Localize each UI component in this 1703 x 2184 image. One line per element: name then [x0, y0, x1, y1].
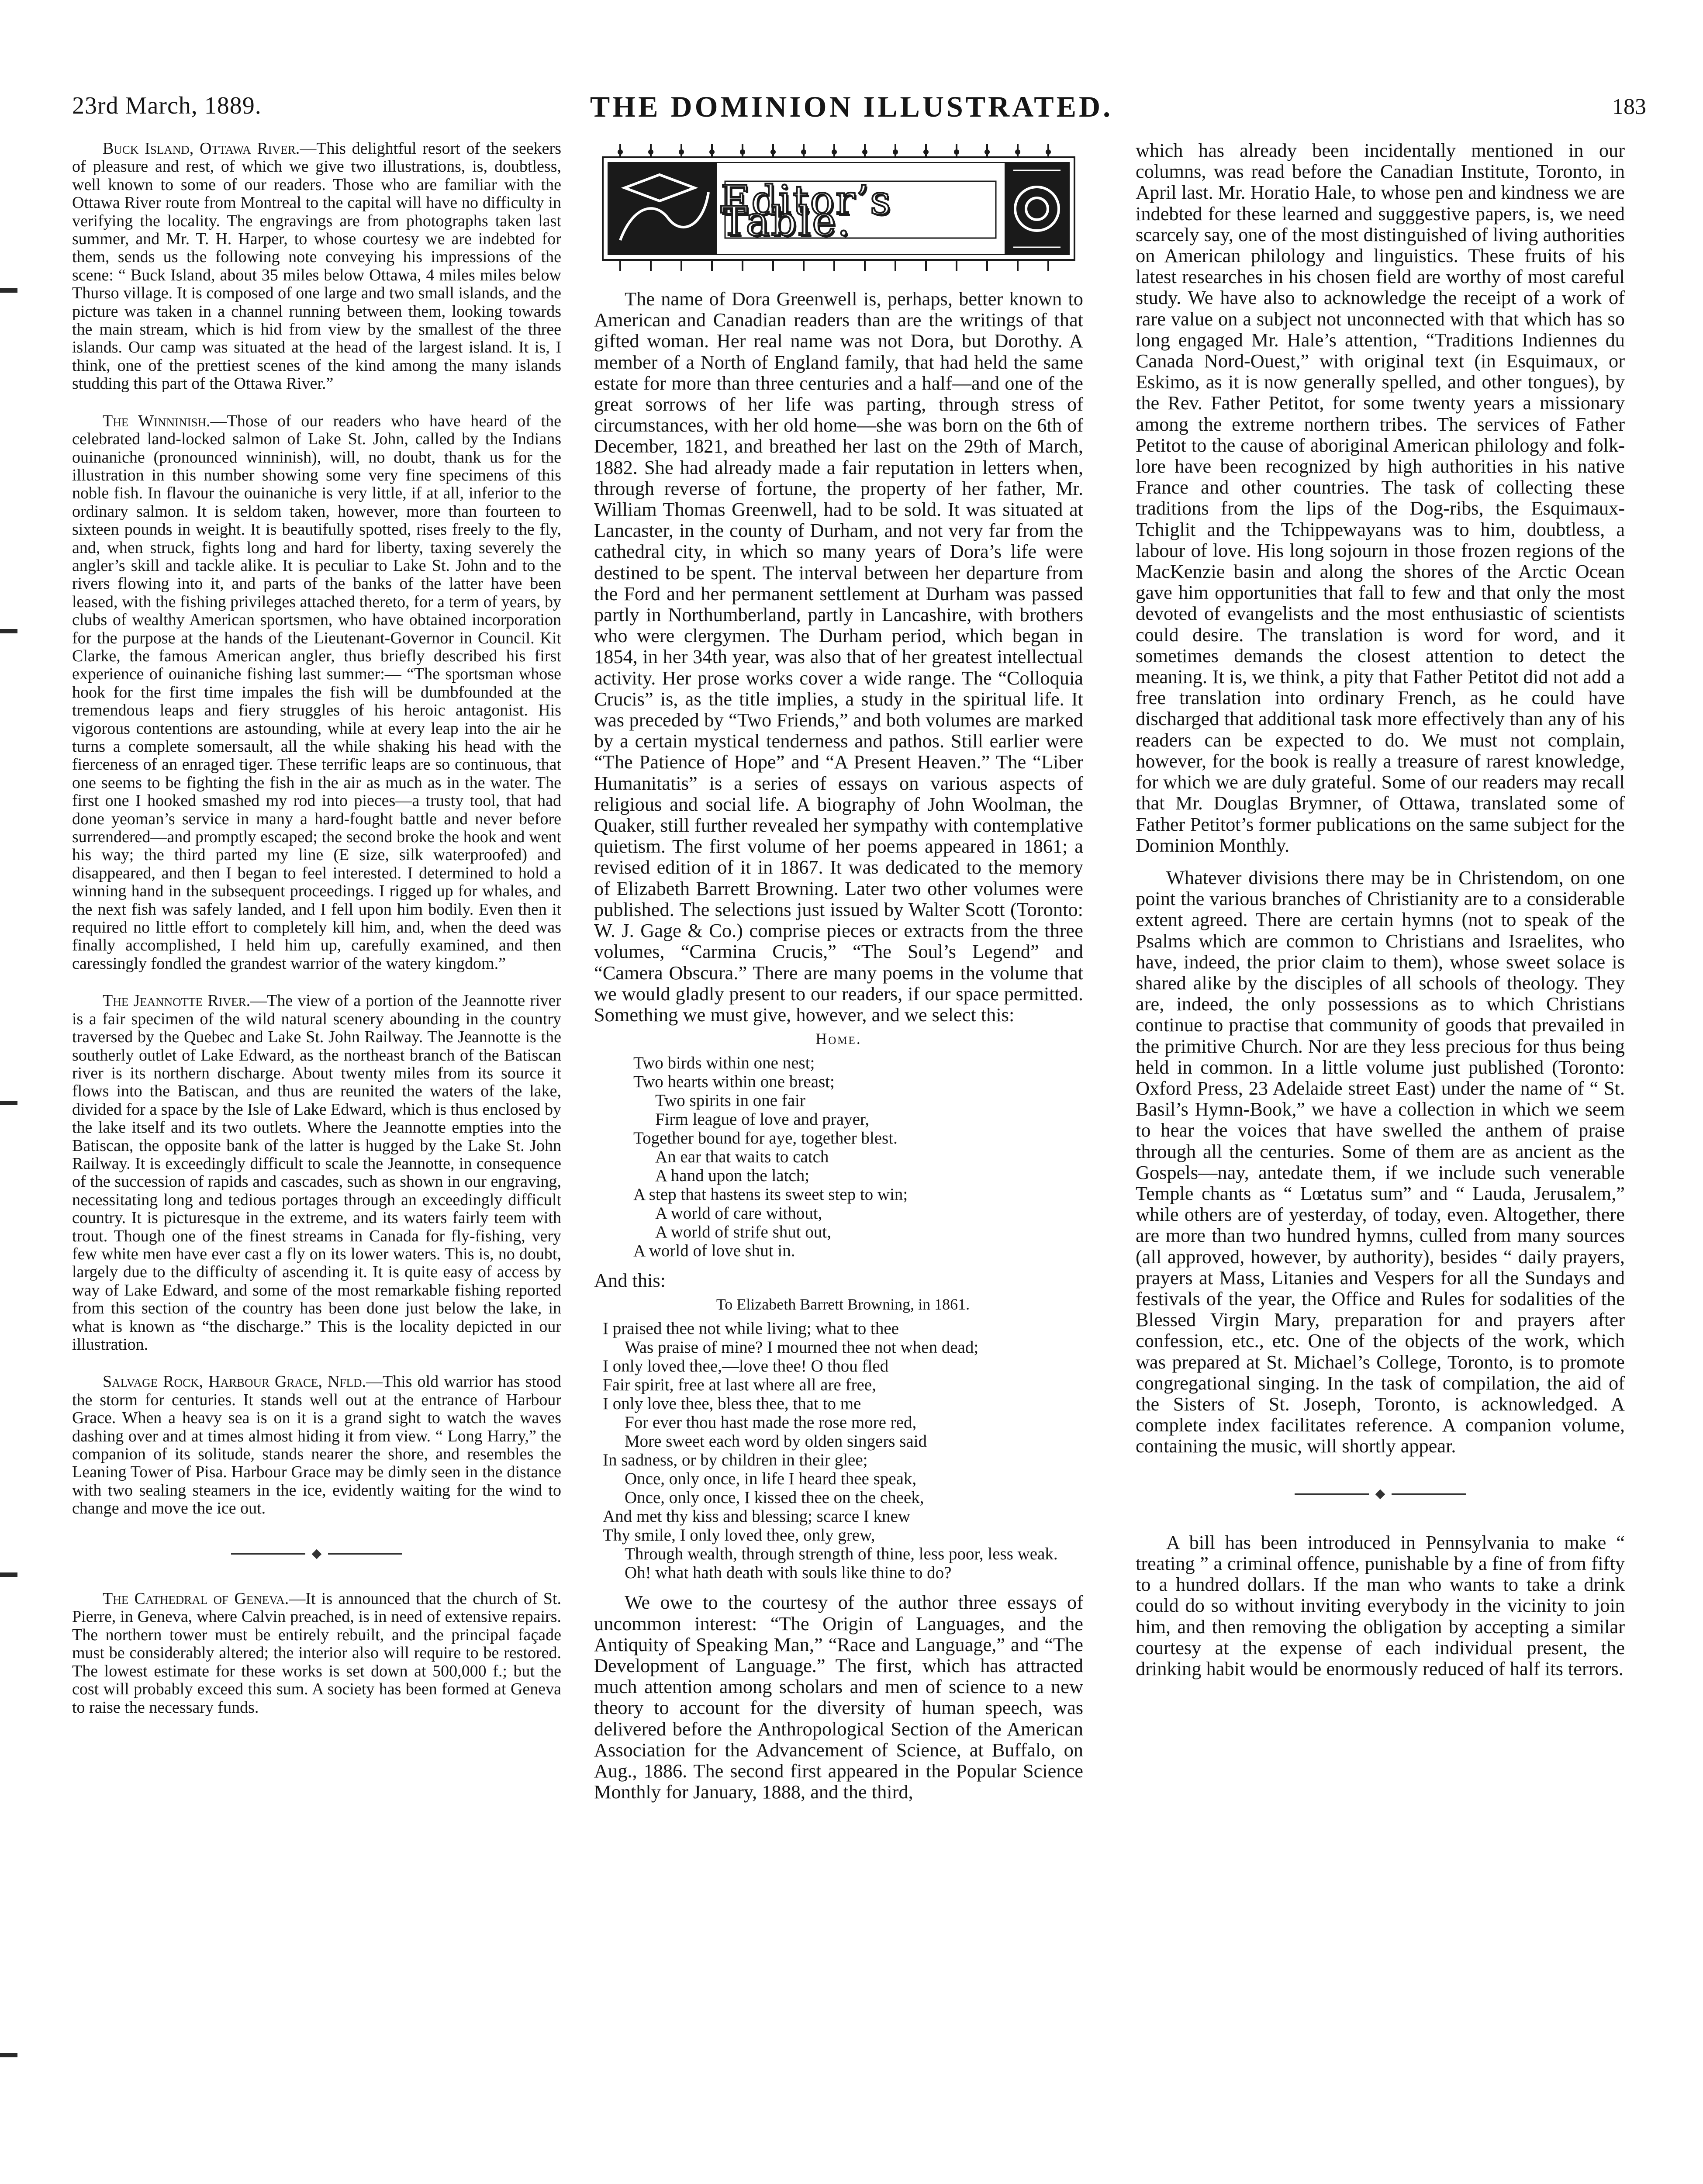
- poem-home: [633, 1030, 1083, 1260]
- article-salvage-rock: [72, 1373, 561, 1517]
- and-this-line: And this:: [594, 1269, 666, 1292]
- poem-line: A world of strife shut out,: [655, 1223, 831, 1242]
- poem-line: Together bound for aye, together blest.: [633, 1129, 898, 1148]
- editors-table-banner: [594, 140, 1083, 275]
- poem-line: A hand upon the latch;: [655, 1166, 810, 1185]
- masthead: [0, 66, 1703, 131]
- issue-date: 23rd March, 1889.: [72, 92, 262, 119]
- article-body: —It is announced that the church of St. Pierre, in Geneva, where Calvin preached, is in need of extensive repairs. The northern tower must be entirely rebuilt, and the principal façade must be considerably altered; the interior also will require to be restored. The lowest estimate for these works is set down at 500,000 f.; but the cost will probably exceed this sum. A society has been formed at Geneva to raise the necessary funds.: [72, 1590, 561, 1717]
- poem-line: In sadness, or by children in their glee;: [603, 1451, 868, 1470]
- poem-to-ebb: [603, 1295, 1083, 1582]
- editors-table-title: Editor’s Table.: [721, 176, 892, 245]
- scan-edge-mark: [0, 2053, 17, 2057]
- scan-edge-mark: [0, 629, 17, 633]
- poem-line: And met thy kiss and blessing; scarce I knew: [603, 1507, 911, 1526]
- article-cathedral-geneva: [72, 1590, 561, 1717]
- poem-line: Through wealth, through strength of thine, less poor, less weak.: [625, 1545, 1058, 1564]
- poem-line: A world of care without,: [655, 1204, 822, 1223]
- column-three: [1136, 140, 1625, 1679]
- poem-line: Once, only once, I kissed thee on the cheek,: [625, 1488, 924, 1507]
- poem-line: Once, only once, in life I heard thee speak,: [625, 1469, 917, 1489]
- poem-line: A step that hastens its sweet step to win;: [633, 1185, 908, 1204]
- poem-title: To Elizabeth Barrett Browning, in 1861.: [716, 1296, 970, 1313]
- article-heading: The Winninish.: [103, 411, 211, 430]
- article-body: —This delightful resort of the seekers of pleasure and rest, of which we give two illustrations, is, doubtless, well known to some of our readers. Those who are familiar with the Ottawa River route from Montreal to the capital will have no difficulty in verifying the locality. The engravings are from photographs taken last summer, and Mr. T. H. Harper, to whose courtesy we are indebted for them, sends us the following note conveying his impressions of the scene: “ Buck Island, about 35 miles below Ottawa, 4 miles miles below Thurso village. It is composed of one large and two small islands, and the picture was taken in a channel running between them, looking towards the main stream, which is hid from view by the smallest of the three islands. Our camp was situated at the head of the largest island. It is, I think, one of the prettiest scenes of the kind among the many islands studding this part of the Ottawa River.”: [72, 139, 561, 393]
- column-two: [594, 140, 1083, 1802]
- poem-line: Oh! what hath death with souls like thine to do?: [625, 1563, 952, 1583]
- scan-edge-mark: [0, 1101, 17, 1105]
- poem-line: Thy smile, I only loved thee, only grew,: [603, 1526, 875, 1545]
- article-heading: Salvage Rock, Harbour Grace, Nfld.: [103, 1372, 366, 1391]
- poem-title: Home.: [815, 1030, 862, 1048]
- poem-line: I only loved thee,—love thee! O thou fled: [603, 1357, 889, 1376]
- poem-line: Two birds within one nest;: [633, 1054, 815, 1073]
- poem-line: I only love thee, bless thee, that to me: [603, 1394, 861, 1413]
- poem-line: Two spirits in one fair: [655, 1091, 805, 1110]
- hale-petitot-paragraph: which has already been incidentally mentioned in our columns, was read before the Canadian Institute, Toronto, in April last. Mr. Horatio Hale, to whose pen and kindness we are indebted for these learned and sugggestive papers, is, we need scarcely say, one of the most distinguished of living authorities on American philology and linguistics. These fruits of his latest researches in his chosen field are worthy of most careful study. We have also to acknowledge the receipt of a work of rare value on a subject not unconnected with that which has so long engaged Mr. Hale’s attention, “Traditions Indiennes du Canada Nord-Ouest,” with original text (in Esquimaux, or Eskimo, as it is now generally spelled, and other tongues), by the Rev. Father Petitot, for some twenty years a missionary among the extreme northern tribes. The services of Father Petitot to the cause of aboriginal American philology and folk-lore have been recognized by high authorities in his native France and other countries. The task of collecting these traditions from the lips of the Dog-ribs, the Esquimaux-Tchiglit and the Tchippewayans was to him, doubtless, a labour of love. His long sojourn in those frozen regions of the MacKenzie basin and along the shores of the Arctic Ocean gave him opportunities that fall to few and that only the most devoted of evangelists and the most enthusiastic of scientists could desire. The translation is word for word, and it sometimes demands the closest attention to detect the meaning. It is, we think, a pity that Father Petitot did not add a free translation into ordinary French, as he could have discharged that additional task more effectively than any of his readers can be expected to do. We must not complain, however, for the book is really a treasure of rarest knowledge, for which we are duly grateful. Some of our readers may recall that Mr. Douglas Brymner, of Ottawa, translated some of Father Petitot’s former publications on the same subject for the Dominion Monthly.: [1136, 139, 1625, 856]
- article-heading: Buck Island, Ottawa River.: [103, 139, 300, 158]
- section-divider: [1136, 1483, 1625, 1504]
- poem-line: More sweet each word by olden singers said: [625, 1432, 927, 1451]
- poem-line: Two hearts within one breast;: [633, 1072, 835, 1092]
- article-body: —The view of a portion of the Jeannotte river is a fair specimen of the wild natural scenery abounding in the country traversed by the Quebec and Lake St. John Railway. The Jeannotte is the southerly outlet of Lake Edward, as the northeast branch of the Batiscan river is its northern discharge. About twenty miles from its source it flows into the Batiscan, and thus are reunited the waters of the lake, divided for a space by the Isle of Lake Edward, which is thus enclosed by the lake itself and its two outlets. Where the Jeannotte empties into the Batiscan, the opposite bank of the latter is hugged by the Lake St. John Railway. It is exceedingly difficult to scale the Jeannotte, in consequence of the succession of rapids and cascades, such as shown in our engraving, necessitating long and tedious portages through an exceedingly difficult country. It is picturesque in the extreme, and its waters fairly teem with trout. Though one of the finest streams in Canada for fly-fishing, very few white men have ever cast a fly on its lower waters. This is, no doubt, largely due to the difficulty of ascending it. It is quite easy of access by way of Lake Edward, and some of the most remarkable fishing reported from this section of the country has been done just below the lake, in what is known as “the discharge.” This is the locality depicted in our illustration.: [72, 992, 561, 1354]
- column-one: [72, 140, 561, 1717]
- article-body: —This old warrior has stood the storm for centuries. It stands well out at the entrance of Harbour Grace. When a heavy sea is on it is a grand sight to watch the waves dashing over and at times almost hiding it from view. “ Long Harry,” the companion of its solitude, stands nearer the shore, and resembles the Leaning Tower of Pisa. Harbour Grace may be dimly seen in the distance with two sealing steamers in the ice, evidently waiting for the wind to change and move the ice out.: [72, 1372, 561, 1518]
- article-jeannotte-river: [72, 992, 561, 1354]
- treating-bill-paragraph: A bill has been introduced in Pennsylvania to make “ treating ” a criminal offence, punishable by a fine of from fifty to a hundred dollars. If the man who wants to take a drink could do so without inviting everybody in the vicinity to join him, and then removing the obligation by accepting a similar courtesy at the expense of each individual present, the drinking habit would be enormously reduced of half its terrors.: [1136, 1531, 1625, 1680]
- editors-table-intro: The name of Dora Greenwell is, perhaps, better known to American and Canadian readers than are the writings of that gifted woman. Her real name was not Dora, but Dorothy. A member of a North of England family, that had held the same estate for more than three centuries and a half—and one of the great sorrows of her life was parting, through stress of circumstances, with her old home—she was born on the 6th of December, 1821, and breathed her last on the 29th of March, 1882. She had already made a fair reputation in letters when, through reverse of fortune, the property of her father, Mr. William Thomas Greenwell, had to be sold. It was situated at Lancaster, in the county of Durham, and not very far from the cathedral city, in which so many years of Dora’s life were destined to be spent. The interval between her departure from the Ford and her permanent settlement at Durham was passed partly in Northumberland, partly in Lancashire, with brothers who were clergymen. The Durham period, which began in 1854, in her 34th year, was also that of her greatest intellectual activity. Her prose works cover a wide range. The “Colloquia Crucis” is, as the title implies, a study in the spiritual life. It was preceded by “Two Friends,” and both volumes are marked by a certain mystical tenderness and pathos. Still earlier were “The Patience of Hope” and “A Present Heaven.” The “Liber Humanitatis” is a series of essays on various aspects of religious and social life. A biography of John Woolman, the Quaker, still further revealed her sympathy with contemplative quietism. The first volume of her poems appeared in 1861; a revised edition of it in 1867. It was dedicated to the memory of Elizabeth Barrett Browning. Later two other volumes were published. The selections just issued by Walter Scott (Toronto: W. J. Gage & Co.) comprise pieces or extracts from the three volumes, “Carmina Crucis,” “The Soul’s Legend” and “Camera Obscura.” There are many poems in the volume that we would gladly present to our readers, if our space permitted. Something we must give, however, and we select this:: [594, 288, 1083, 1026]
- scan-edge-mark: [0, 1572, 17, 1577]
- poem-line: For ever thou hast made the rose more red,: [625, 1413, 917, 1432]
- publication-title: THE DOMINION ILLUSTRATED.: [590, 90, 1113, 123]
- poem-line: A world of love shut in.: [633, 1241, 795, 1261]
- article-heading: The Cathedral of Geneva.: [103, 1590, 289, 1608]
- poem-line: Fair spirit, free at last where all are free,: [603, 1375, 876, 1395]
- page-number: 183: [1612, 94, 1646, 119]
- scan-edge-mark: [0, 288, 17, 293]
- hymn-book-paragraph: Whatever divisions there may be in Christendom, on one point the various branches of Christianity are to a considerable extent agreed. There are certain hymns (not to speak of the Psalms which are common to Christians and Israelites, who have, indeed, the prior claim to them), whose sweet solace is shared alike by the disciples of all schools of theology. They are, indeed, the only possessions as to which Christians continue to practise that community of goods that prevailed in the primitive Church. Nor are they less precious for thus being held in common. In a little volume just published (Toronto: Oxford Press, 23 Adelaide street East) under the name of “ St. Basil’s Hymn-Book,” we have a collection in which we seem to hear the voices that have swelled the anthem of praise through all the centuries. Some of them are as ancient as the Gospels—nay, antedate them, if we include such venerable Temple chants as “ Lœtatus sum” and “ Lauda, Jerusalem,” while others are of yesterday, of today, even. Altogether, there are more than two hundred hymns, culled from many sources (all approved, however, by authority), besides “ daily prayers, prayers at Mass, Litanies and Vespers for all the Sundays and festivals of the year, the Office and Rules for sodalities of the Blessed Virgin Mary, preparation for and prayers after confession, etc., etc. One of the objects of the work, which was prepared at St. Michael’s College, Toronto, is to promote congregational singing. In the task of compilation, the aid of the Sisters of St. Joseph, Toronto, is acknowledged. A complete index facilitates reference. A companion volume, containing the music, will shortly appear.: [1136, 866, 1625, 1457]
- article-winninish: [72, 412, 561, 973]
- article-buck-island: [72, 140, 561, 393]
- poem-line: An ear that waits to catch: [655, 1147, 829, 1167]
- poem-line: Was praise of mine? I mourned thee not when dead;: [625, 1338, 979, 1357]
- poem-line: I praised thee not while living; what to thee: [603, 1319, 899, 1338]
- origin-of-languages-paragraph: We owe to the courtesy of the author three essays of uncommon interest: “The Origin of Languages, and the Antiquity of Speaking Man,” “Race and Language,” and “The Development of Language.” The first, which has attracted much attention among scholars and men of science to a new theory to account for the diversity of human speech, was delivered before the Anthropological Section of the American Association for the Advancement of Science, at Buffalo, on Aug., 1886. The second first appeared in the Popular Science Monthly for January, 1888, and the third,: [594, 1591, 1083, 1803]
- poem-line: Firm league of love and prayer,: [655, 1110, 870, 1129]
- article-body: —Those of our readers who have heard of the celebrated land-locked salmon of Lake St. John, called by the Indians ouinaniche (pronounced winninish), will, no doubt, thank us for the illustration in this number showing some very fine specimens of this noble fish. In flavour the ouinaniche is very little, if at all, inferior to the ordinary salmon. It is seldom taken, however, more than fourteen to sixteen pounds in weight. It is beautifully spotted, rises freely to the fly, and, when struck, fights long and hard for liberty, taxing severely the angler’s skill and tackle alike. It is peculiar to Lake St. John and to the rivers flowing into it, and parts of the banks of the latter have been leased, with the fishing privileges attached thereto, for a term of years, by clubs of wealthy American sportsmen, who have obtained incorporation for the purpose at the hands of the Lieutenant-Governor in Council. Kit Clarke, the famous American angler, thus briefly described his first experience of ouinaniche fishing last summer:— “The sportsman whose hook for the first time impales the fish will be dumbfounded at the tremendous leaps and fiery struggles of his heroic antagonist. His vigorous contentions are astounding, while at every leap into the air he turns a complete somersault, all the while shaking his head with the fierceness of an enraged tiger. These terrific leaps are so continuous, that one seems to be fighting the fish in the air as much as in the water. The first one I hooked smashed my rod into pieces—a trusty tool, that had done yeoman’s service in many a hard-fought battle and never before surrendered—and promptly escaped; the second broke the hook and went his way; the third parted my line (E size, silk waterproofed) and disappeared, and then I began to feel interested. I determined to hold a winning hand in the subsequent proceedings. I rigged up for whales, and the next fish was safely landed, and I fell upon him bodily. Even then it required no little effort to completely kill him, and, when the deed was finally accomplished, I held him up, carefully examined, and then caressingly fondled the grandest warrior of the watery kingdom.”: [72, 411, 561, 973]
- article-heading: The Jeannotte River.: [103, 992, 251, 1010]
- section-divider: [72, 1544, 561, 1562]
